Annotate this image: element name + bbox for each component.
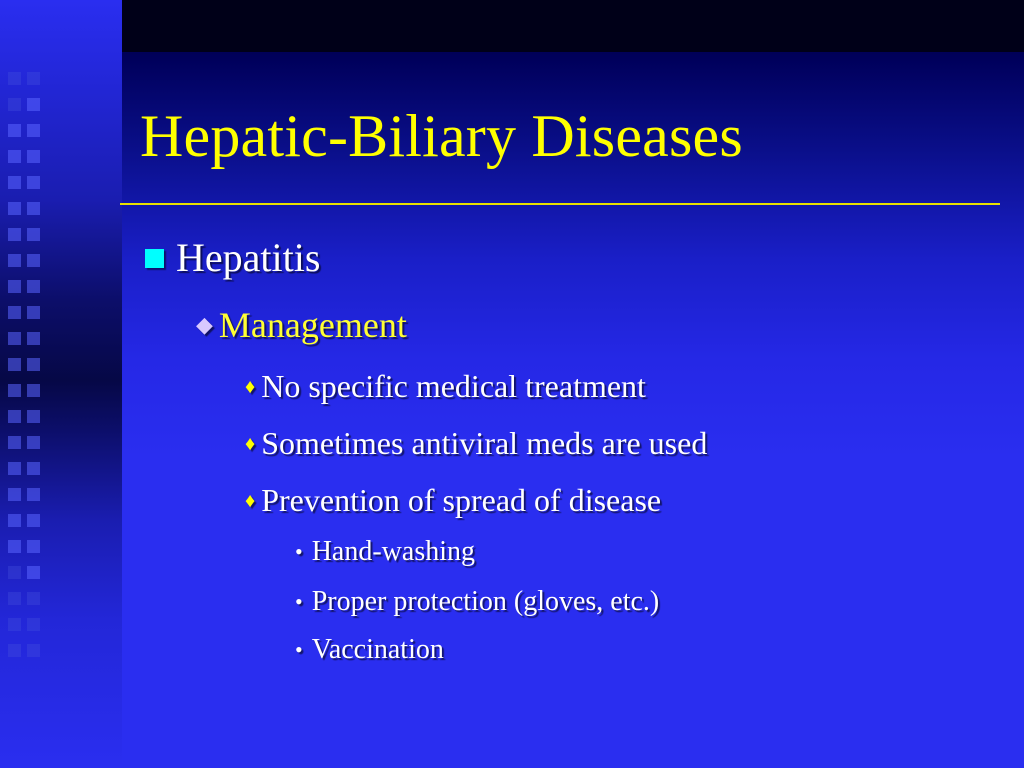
bullet-level4-item xyxy=(295,535,475,569)
top-dark-band xyxy=(122,0,1024,52)
bullet-level3-text: Prevention of spread of disease xyxy=(261,482,662,518)
bullet-level3-item xyxy=(245,366,646,407)
title-rule xyxy=(120,203,1000,205)
slide-title: Hepatic-Biliary Diseases xyxy=(140,103,743,169)
bullet-level4-text: Hand-washing xyxy=(311,536,475,567)
bullet-level3-text: Sometimes antiviral meds are used xyxy=(261,425,708,461)
bullet-level4-text: Proper protection (gloves, etc.) xyxy=(311,586,660,617)
bullet-level4-item xyxy=(295,633,444,667)
square-bullet-icon xyxy=(145,249,164,268)
small-diamond-bullet-icon: ♦ xyxy=(245,490,256,512)
bullet-level3-item xyxy=(245,423,707,464)
dot-bullet-icon: • xyxy=(295,589,303,614)
bullet-level3-item xyxy=(245,480,661,521)
bullet-level3-text: No specific medical treatment xyxy=(261,368,646,404)
bullet-level1-text: Hepatitis xyxy=(176,235,321,280)
dot-bullet-icon: • xyxy=(295,637,303,662)
small-diamond-bullet-icon: ♦ xyxy=(245,433,256,455)
left-decorative-bar xyxy=(0,0,122,768)
dot-bullet-icon: • xyxy=(295,539,303,564)
bullet-level2-text: Management xyxy=(218,305,407,345)
small-diamond-bullet-icon: ♦ xyxy=(245,376,256,398)
bullet-level4-text: Vaccination xyxy=(311,634,444,665)
bullet-level1 xyxy=(145,233,320,283)
bullet-level4-item xyxy=(295,585,659,619)
bullet-level2 xyxy=(196,303,407,347)
decorative-squares xyxy=(8,72,40,670)
diamond-bullet-icon: ◆ xyxy=(196,312,213,337)
